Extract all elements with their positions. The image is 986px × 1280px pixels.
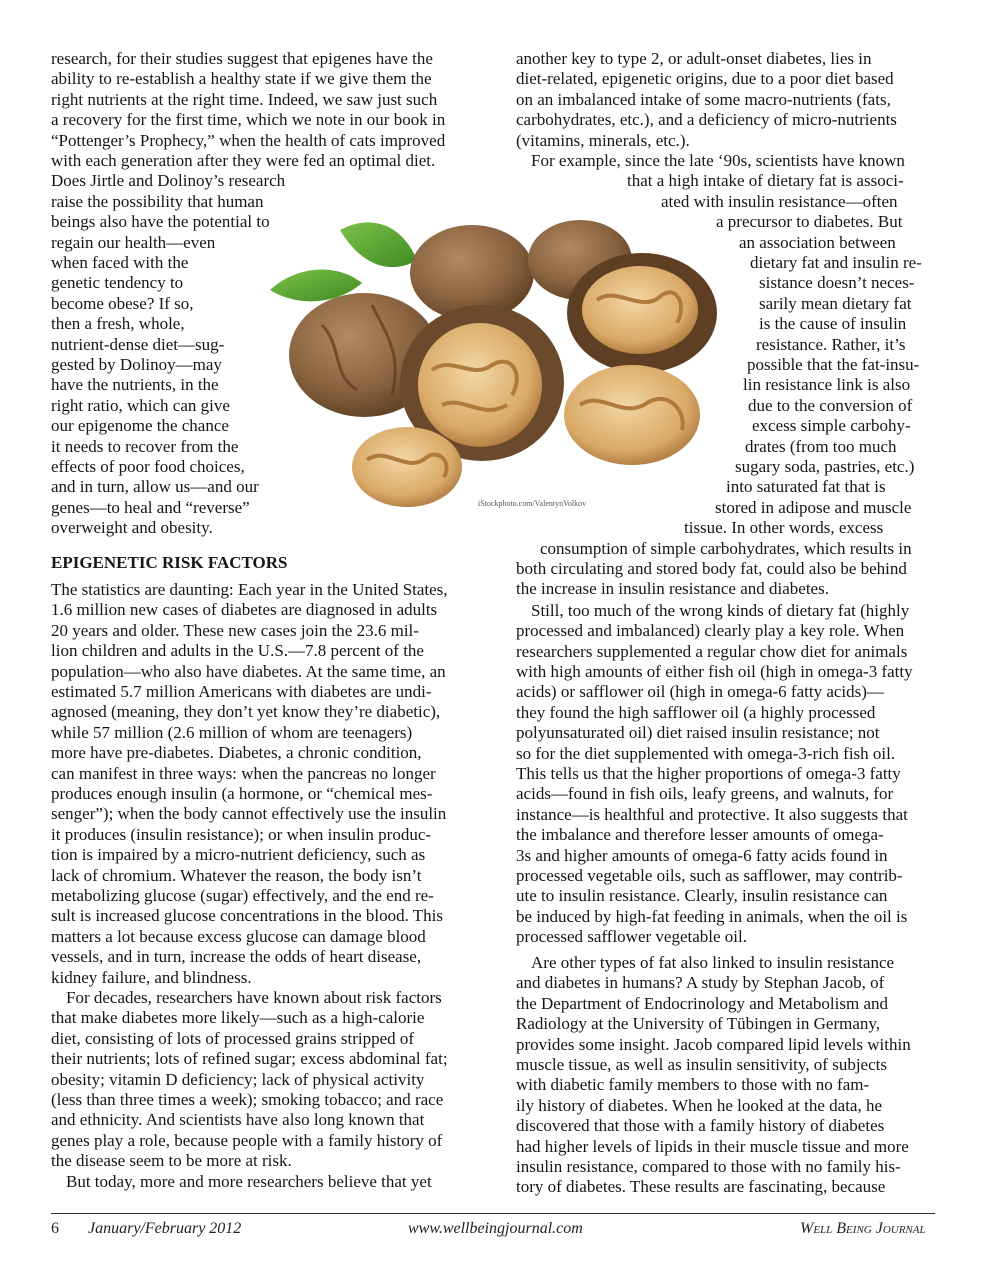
text-line: possible that the fat-insu- xyxy=(747,355,920,374)
text-line: that a high intake of dietary fat is associ- xyxy=(627,171,904,191)
text-line: lack of chromium. Whatever the reason, the body isn’t xyxy=(51,865,422,885)
text-line: overweight and obesity. xyxy=(51,518,213,538)
section-heading: EPIGENETIC RISK FACTORS xyxy=(51,553,288,572)
text-line: (less than three times a week); smoking tobacco; and race xyxy=(51,1090,444,1109)
text-line: had higher levels of lipids in their muscle tissue and more xyxy=(516,1136,909,1156)
text-line: into saturated fat that is xyxy=(726,477,886,497)
text-line: drates (from too much xyxy=(745,436,897,456)
text-line: ability to re-establish a healthy state if we give them the xyxy=(51,69,432,89)
text-line: with diabetic family members to those with no fam- xyxy=(516,1075,870,1095)
text-line: then a fresh, whole, xyxy=(51,314,185,334)
text-line: while 57 million (2.6 million of whom are teenagers) xyxy=(51,722,413,742)
text-line: carbohydrates, etc.), and a deficiency of micro-nutrients xyxy=(516,110,897,130)
text-line: it needs to recover from the xyxy=(51,436,239,456)
text-line: right nutrients at the right time. Indeed, we saw just such xyxy=(51,89,438,109)
text-line: sult is increased glucose concentrations in the blood. This xyxy=(51,906,444,926)
journal-url: www.wellbeingjournal.com xyxy=(408,1220,583,1237)
text-line: Still, too much of the wrong kinds of dietary fat (highly xyxy=(531,600,910,620)
text-line: “Pottenger’s Prophecy,” when the health of cats improved xyxy=(51,130,446,150)
text-line: 1.6 million new cases of diabetes are diagnosed in adults xyxy=(51,600,438,620)
text-line: consumption of simple carbohydrates, which results in xyxy=(540,538,912,558)
text-line: a recovery for the first time, which we note in our book in xyxy=(51,110,446,130)
text-line: lin resistance link is also xyxy=(743,375,911,395)
text-line: kidney failure, and blindness. xyxy=(51,967,252,987)
text-line: processed and imbalanced) clearly play a key role. When xyxy=(516,621,905,641)
text-line: right ratio, which can give xyxy=(51,395,230,415)
text-line: processed safflower vegetable oil. xyxy=(516,927,747,947)
text-line: effects of poor food choices, xyxy=(51,457,245,476)
text-line: resistance. Rather, it’s xyxy=(756,334,906,354)
text-line: instance—is healthful and protective. It also suggests that xyxy=(516,804,908,824)
text-line: This tells us that the higher proportions of omega-3 fatty xyxy=(516,764,901,783)
walnut-kernel xyxy=(418,323,542,447)
text-line: the imbalance and therefore lesser amounts of omega- xyxy=(516,825,884,845)
text-line: acids—found in fish oils, leafy greens, and walnuts, for xyxy=(516,784,894,804)
text-line: insulin resistance, compared to those with no family his- xyxy=(516,1157,901,1176)
text-line: sistance doesn’t neces- xyxy=(759,273,915,293)
walnuts-photo xyxy=(262,205,742,520)
text-line: For example, since the late ‘90s, scientists have known xyxy=(531,151,905,170)
text-line: the disease seem to be more at risk. xyxy=(51,1151,292,1171)
text-line: senger”); when the body cannot effectively use the insulin xyxy=(51,804,447,824)
text-line: an association between xyxy=(739,232,896,252)
text-line: nutrient-dense diet—sug- xyxy=(51,334,225,354)
text-line: tion is impaired by a micro-nutrient deficiency, such as xyxy=(51,845,426,865)
text-line: become obese? If so, xyxy=(51,293,194,313)
text-line: that make diabetes more likely—such as a high-calorie xyxy=(51,1008,425,1028)
text-line: ated with insulin resistance—often xyxy=(661,191,898,211)
text-line: ute to insulin resistance. Clearly, insulin resistance can xyxy=(516,886,888,906)
text-line: produces enough insulin (a hormone, or “chemical mes- xyxy=(51,784,433,803)
text-line: research, for their studies suggest that epigenes have the xyxy=(51,49,433,68)
text-line: and in turn, allow us—and our xyxy=(51,477,259,497)
text-line: Radiology at the University of Tübingen in Germany, xyxy=(516,1014,881,1034)
text-line: our epigenome the chance xyxy=(51,416,229,436)
text-line: muscle tissue, as well as insulin sensitivity, of subjects xyxy=(516,1055,887,1074)
text-line: beings also have the potential to xyxy=(51,212,270,232)
text-line: (vitamins, minerals, etc.). xyxy=(516,130,690,150)
text-line: they found the high safflower oil (a highly processed xyxy=(516,702,876,722)
text-line: gested by Dolinoy—may xyxy=(51,355,222,374)
text-line: Are other types of fat also linked to insulin resistance xyxy=(531,953,895,972)
text-line: lion children and adults in the U.S.—7.8 percent of the xyxy=(51,641,424,661)
text-line: raise the possibility that human xyxy=(51,191,264,211)
text-line: with high amounts of either fish oil (high in omega-3 fatty xyxy=(516,662,913,681)
text-line: it produces (insulin resistance); or when insulin produc- xyxy=(51,824,432,844)
text-line: The statistics are daunting: Each year in the United States, xyxy=(51,580,448,599)
text-line: 20 years and older. These new cases join the 23.6 mil- xyxy=(51,620,419,640)
text-line: But today, more and more researchers believe that yet xyxy=(66,1171,432,1191)
text-line: the Department of Endocrinology and Metabolism and xyxy=(516,993,889,1013)
text-line: their nutrients; lots of refined sugar; excess abdominal fat; xyxy=(51,1049,448,1069)
text-line: regain our health—even xyxy=(51,232,216,252)
text-line: have the nutrients, in the xyxy=(51,375,219,395)
text-line: 3s and higher amounts of omega-6 fatty acids found in xyxy=(516,845,888,865)
text-line: For decades, researchers have known about risk factors xyxy=(66,988,442,1007)
text-line: acids) or safflower oil (high in omega-6 fatty acids)— xyxy=(516,682,884,702)
text-line: provides some insight. Jacob compared lipid levels within xyxy=(516,1034,911,1054)
text-line: be induced by high-fat feeding in animals, when the oil is xyxy=(516,906,908,926)
photo-credit: iStockphoto.com/ValentynVolkov xyxy=(478,499,587,508)
text-line: on an imbalanced intake of some macro-nutrients (fats, xyxy=(516,89,891,109)
journal-name: Well Being Journal xyxy=(800,1220,926,1237)
text-line: matters a lot because excess glucose can damage blood xyxy=(51,926,426,946)
text-line: obesity; vitamin D deficiency; lack of physical activity xyxy=(51,1069,425,1089)
text-line: another key to type 2, or adult-onset diabetes, lies in xyxy=(516,49,872,68)
text-line: is the cause of insulin xyxy=(759,314,907,334)
text-line: vessels, and in turn, increase the odds of heart disease, xyxy=(51,947,422,967)
text-line: genetic tendency to xyxy=(51,273,184,293)
text-line: dietary fat and insulin re- xyxy=(750,253,922,272)
text-line: and ethnicity. And scientists have also long known that xyxy=(51,1110,425,1130)
text-line: stored in adipose and muscle xyxy=(715,497,912,517)
text-line: processed vegetable oils, such as safflower, may contrib- xyxy=(516,866,903,885)
page-number: 6 xyxy=(51,1220,59,1237)
text-line: estimated 5.7 million Americans with diabetes are undi- xyxy=(51,682,432,701)
text-line: population—who also have diabetes. At the same time, an xyxy=(51,661,446,681)
text-line: polyunsaturated oil) diet raised insulin resistance; not xyxy=(516,723,880,743)
text-line: sugary soda, pastries, etc.) xyxy=(735,457,915,476)
text-line: more have pre-diabetes. Diabetes, a chronic condition, xyxy=(51,743,422,763)
issue-date: January/February 2012 xyxy=(88,1220,242,1237)
text-line: a precursor to diabetes. But xyxy=(716,212,903,232)
text-line: diet-related, epigenetic origins, due to a poor diet based xyxy=(516,69,894,89)
text-line: sarily mean dietary fat xyxy=(759,293,912,313)
text-line: due to the conversion of xyxy=(748,395,913,415)
text-line: ily history of diabetes. When he looked at the data, he xyxy=(516,1095,883,1115)
text-line: Does Jirtle and Dolinoy’s research xyxy=(51,171,286,191)
text-line: diet, consisting of lots of processed grains stripped of xyxy=(51,1028,415,1048)
text-line: and diabetes in humans? A study by Stephan Jacob, of xyxy=(516,973,885,993)
footer-rule xyxy=(51,1213,935,1214)
text-line: tory of diabetes. These results are fascinating, because xyxy=(516,1177,886,1197)
text-line: when faced with the xyxy=(51,253,189,272)
text-line: genes—to heal and “reverse” xyxy=(51,497,250,517)
text-line: metabolizing glucose (sugar) effectively, and the end re- xyxy=(51,886,434,905)
text-line: genes play a role, because people with a family history of xyxy=(51,1130,443,1150)
text-line: the increase in insulin resistance and diabetes. xyxy=(516,579,829,599)
text-line: tissue. In other words, excess xyxy=(684,518,884,538)
text-line: agnosed (meaning, they don’t yet know they’re diabetic), xyxy=(51,702,441,722)
text-line: excess simple carbohy- xyxy=(752,416,911,436)
leaf-shape xyxy=(340,222,417,267)
text-line: both circulating and stored body fat, could also be behind xyxy=(516,559,907,578)
text-line: so for the diet supplemented with omega-3-rich fish oil. xyxy=(516,743,896,763)
text-line: discovered that those with a family history of diabetes xyxy=(516,1116,885,1136)
text-line: with each generation after they were fed an optimal diet. xyxy=(51,151,436,170)
text-line: researchers supplemented a regular chow diet for animals xyxy=(516,641,908,661)
text-line: can manifest in three ways: when the pancreas no longer xyxy=(51,763,436,783)
